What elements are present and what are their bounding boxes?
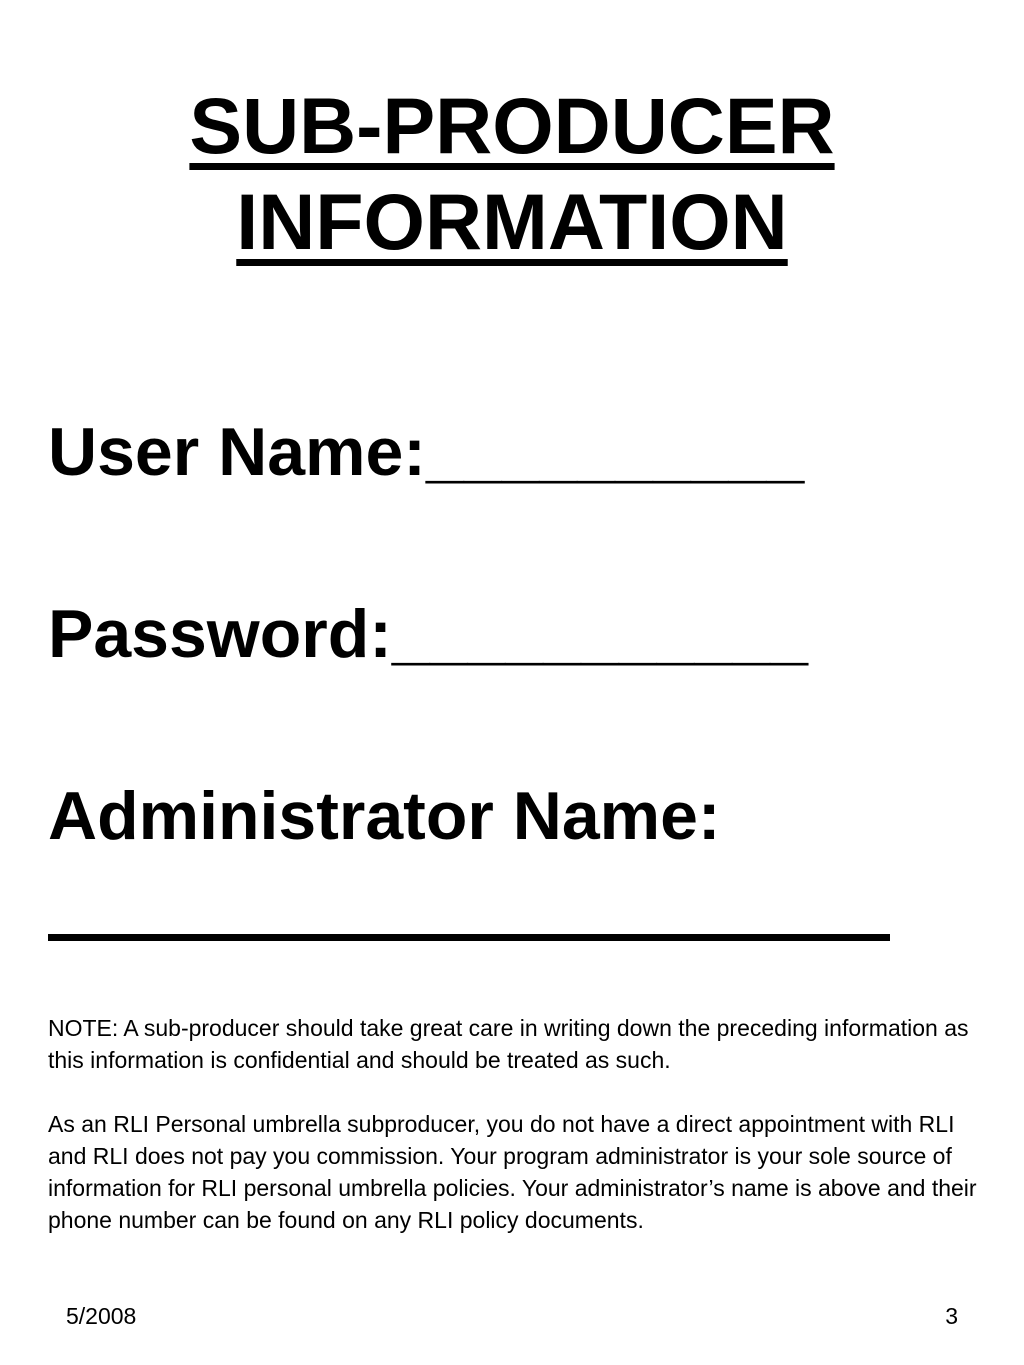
page-title [0,78,1024,270]
title-line-1: SUB-PRODUCER [189,81,835,170]
confidentiality-note: NOTE: A sub-producer should take great care in writing down the preceding information as this information is confidential and should be treated as such. [48,1015,969,1073]
user-name-field-label: User Name:__________ [48,414,805,490]
footer-page-number: 3 [945,1303,958,1329]
footer-date: 5/2008 [66,1303,137,1329]
password-field-label: Password:___________ [48,596,808,672]
administrator-name-blank-line [48,934,890,941]
title-line-2: INFORMATION [236,177,788,266]
subproducer-info-paragraph: As an RLI Personal umbrella subproducer, you do not have a direct appointment with RLI and RLI does not pay you commission. Your program administrator is your sole source of information for RLI personal umbrella policies. Your administrator’s name is above and their phone number can be found on any RLI policy documents. [48,1111,977,1233]
administrator-name-field-label: Administrator Name: [48,778,721,854]
